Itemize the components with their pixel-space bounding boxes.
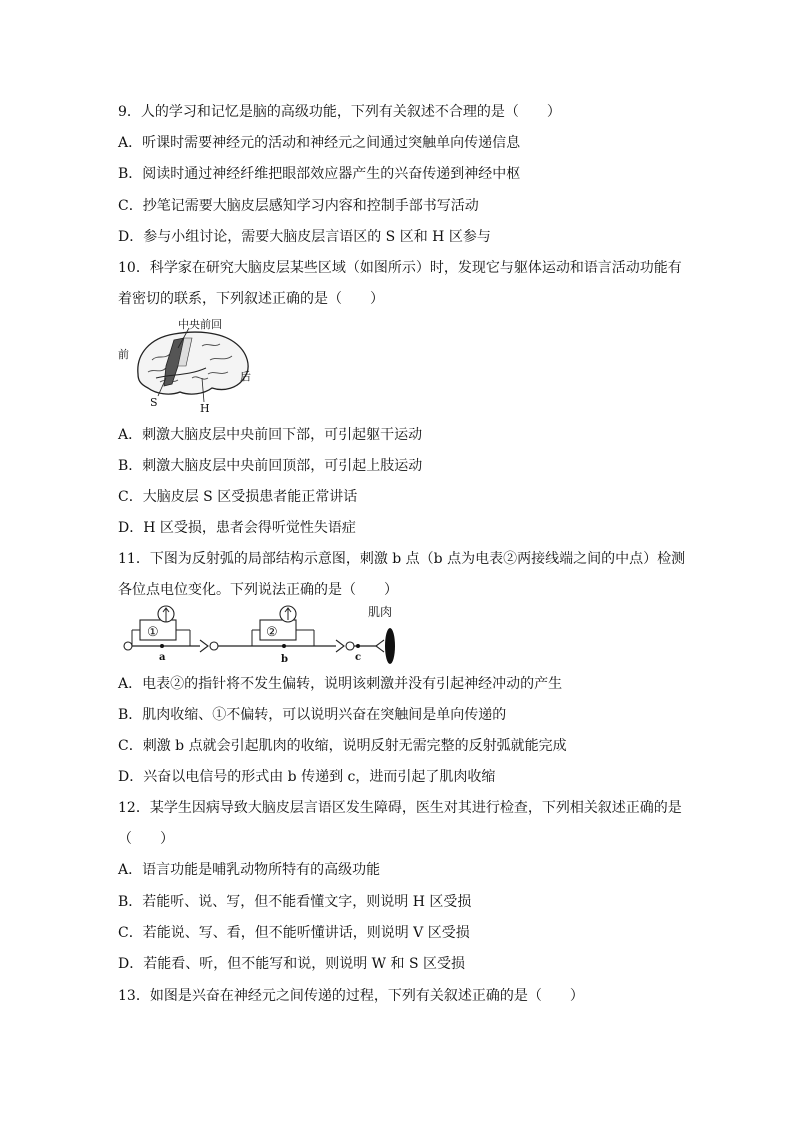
label-front: 前	[118, 348, 129, 361]
label-s: S	[150, 396, 158, 409]
q12-option-c: C．若能说、写、看，但不能听懂讲话，则说明 V 区受损	[118, 925, 470, 941]
q9-option-d: D．参与小组讨论，需要大脑皮层言语区的 S 区和 H 区参与	[118, 229, 491, 245]
q12-stem-line2: （ ）	[118, 831, 174, 847]
label-point-c: c	[355, 652, 362, 663]
label-back: 后	[240, 370, 251, 383]
q9-option-a: A．听课时需要神经元的活动和神经元之间通过突触单向传递信息	[118, 135, 521, 151]
q9-stem: 9．人的学习和记忆是脑的高级功能，下列有关叙述不合理的是（ ）	[118, 104, 561, 120]
label-point-b: b	[281, 654, 288, 665]
q11-stem-line1: 11．下图为反射弧的局部结构示意图，刺激 b 点（b 点为电表②两接线端之间的中点）检测	[118, 551, 686, 567]
q12-option-a: A．语言功能是哺乳动物所特有的高级功能	[118, 862, 381, 878]
q11-option-d: D．兴奋以电信号的形式由 b 传递到 c，进而引起了肌肉收缩	[118, 769, 496, 785]
q10-option-d: D．H 区受损，患者会得听觉性失语症	[118, 520, 356, 536]
q11-stem-line2: 各位点电位变化。下列说法正确的是（ ）	[118, 582, 398, 598]
label-meter2: ②	[266, 625, 278, 640]
q11-option-c: C．刺激 b 点就会引起肌肉的收缩，说明反射无需完整的反射弧就能完成	[118, 738, 567, 754]
label-precentral: 中央前回	[178, 318, 222, 331]
label-meter1: ①	[147, 625, 159, 640]
label-h: H	[200, 402, 210, 415]
q12-option-b: B．若能听、说、写，但不能看懂文字，则说明 H 区受损	[118, 894, 472, 910]
brain-figure	[116, 316, 266, 416]
label-point-a: a	[159, 652, 166, 663]
label-muscle: 肌肉	[368, 605, 393, 619]
q12-option-d: D．若能看、听，但不能写和说，则说明 W 和 S 区受损	[118, 956, 466, 972]
q13-stem: 13．如图是兴奋在神经元之间传递的过程，下列有关叙述正确的是（ ）	[118, 988, 584, 1004]
q9-option-c: C．抄笔记需要大脑皮层感知学习内容和控制手部书写活动	[118, 198, 479, 214]
q10-stem-line2: 着密切的联系，下列叙述正确的是（ ）	[118, 291, 384, 307]
q10-option-b: B．刺激大脑皮层中央前回顶部，可引起上肢运动	[118, 458, 423, 474]
q10-option-a: A．刺激大脑皮层中央前回下部，可引起躯干运动	[118, 427, 423, 443]
q9-option-b: B．阅读时通过神经纤维把眼部效应器产生的兴奋传递到神经中枢	[118, 166, 521, 182]
reflex-arc-figure	[118, 604, 408, 666]
q10-option-c: C．大脑皮层 S 区受损患者能正常讲话	[118, 489, 358, 505]
q11-option-b: B．肌肉收缩、①不偏转，可以说明兴奋在突触间是单向传递的	[118, 707, 507, 723]
q10-stem-line1: 10．科学家在研究大脑皮层某些区域（如图所示）时，发现它与躯体运动和语言活动功能有	[118, 260, 682, 276]
q12-stem-line1: 12．某学生因病导致大脑皮层言语区发生障碍，医生对其进行检查，下列相关叙述正确的是	[118, 800, 682, 816]
q11-option-a: A．电表②的指针将不发生偏转，说明该刺激并没有引起神经冲动的产生	[118, 676, 563, 692]
